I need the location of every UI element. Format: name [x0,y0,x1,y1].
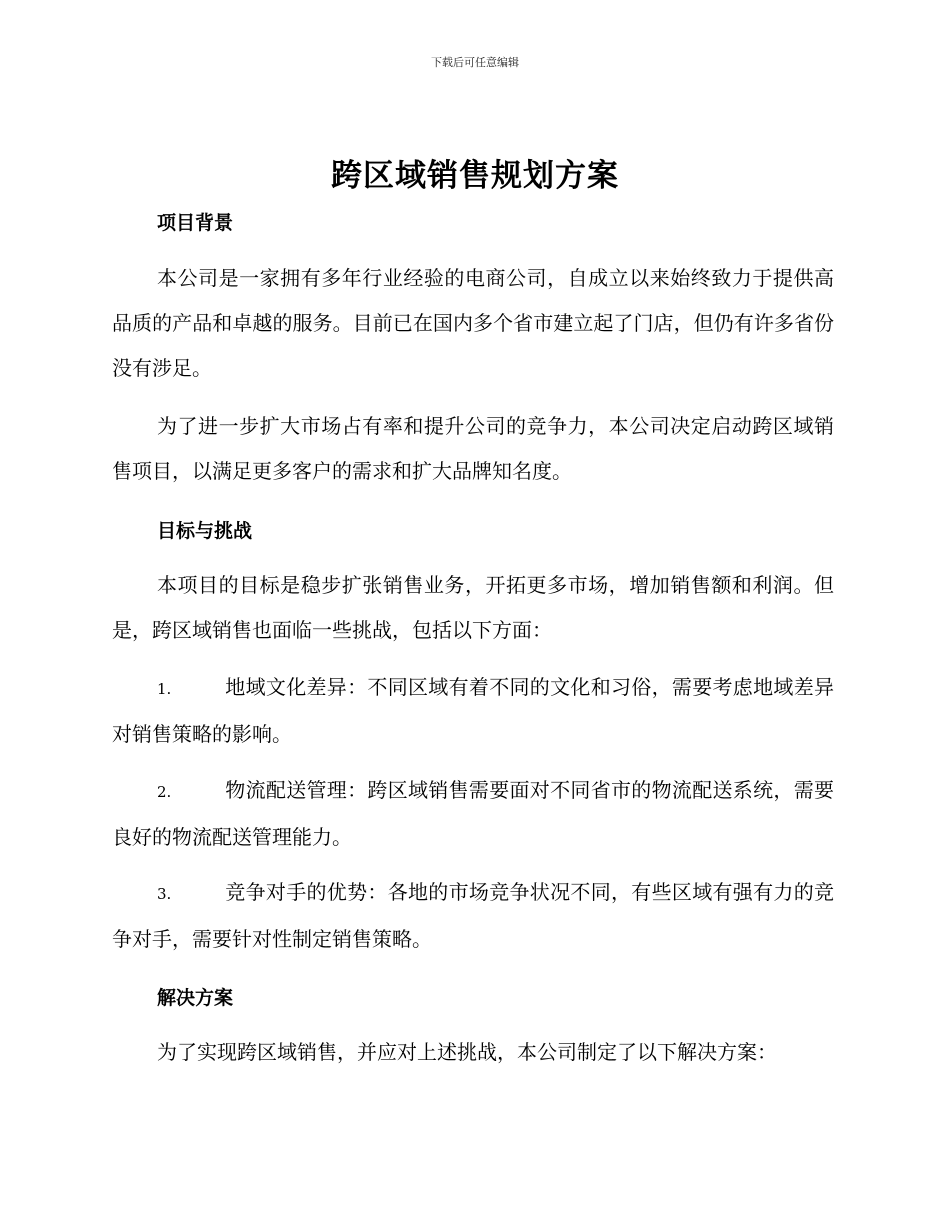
section-heading-background: 项目背景 [157,212,234,234]
document-title: 跨区域销售规划方案 [331,158,619,194]
paragraph-background-2: 为了进一步扩大市场占有率和提升公司的竞争力，本公司决定启动跨区域销售项目，以满足更多客户的需求和扩大品牌知名度。 [112,414,834,483]
page-header: 下载后可任意编辑 [431,56,519,69]
list-item-text: 物流配送管理：跨区域销售需要面对不同省市的物流配送系统，需要良好的物流配送管理能力。 [112,778,834,849]
paragraph-goals: 本项目的目标是稳步扩张销售业务，开拓更多市场，增加销售额和利润。但是，跨区域销售也面临一些挑战，包括以下方面： [112,573,834,642]
section-heading-solution: 解决方案 [157,987,234,1009]
list-item [112,870,834,962]
list-item [112,768,834,860]
paragraph-background-1: 本公司是一家拥有多年行业经验的电商公司，自成立以来始终致力于提供高品质的产品和卓越的服务。目前已在国内多个省市建立起了门店，但仍有许多省份没有涉足。 [112,266,834,380]
paragraph-solution: 为了实现跨区域销售，并应对上述挑战，本公司制定了以下解决方案： [157,1040,777,1064]
list-item-number: 2. [157,783,172,801]
section-heading-goals: 目标与挑战 [157,520,253,542]
list-item [112,665,834,757]
list-item-number: 3. [157,885,172,903]
list-item-text: 地域文化差异：不同区域有着不同的文化和习俗，需要考虑地域差异对销售策略的影响。 [112,675,834,746]
list-item-number: 1. [157,680,172,698]
list-item-text: 竞争对手的优势：各地的市场竞争状况不同，有些区域有强有力的竞争对手，需要针对性制定销售策略。 [112,880,834,951]
